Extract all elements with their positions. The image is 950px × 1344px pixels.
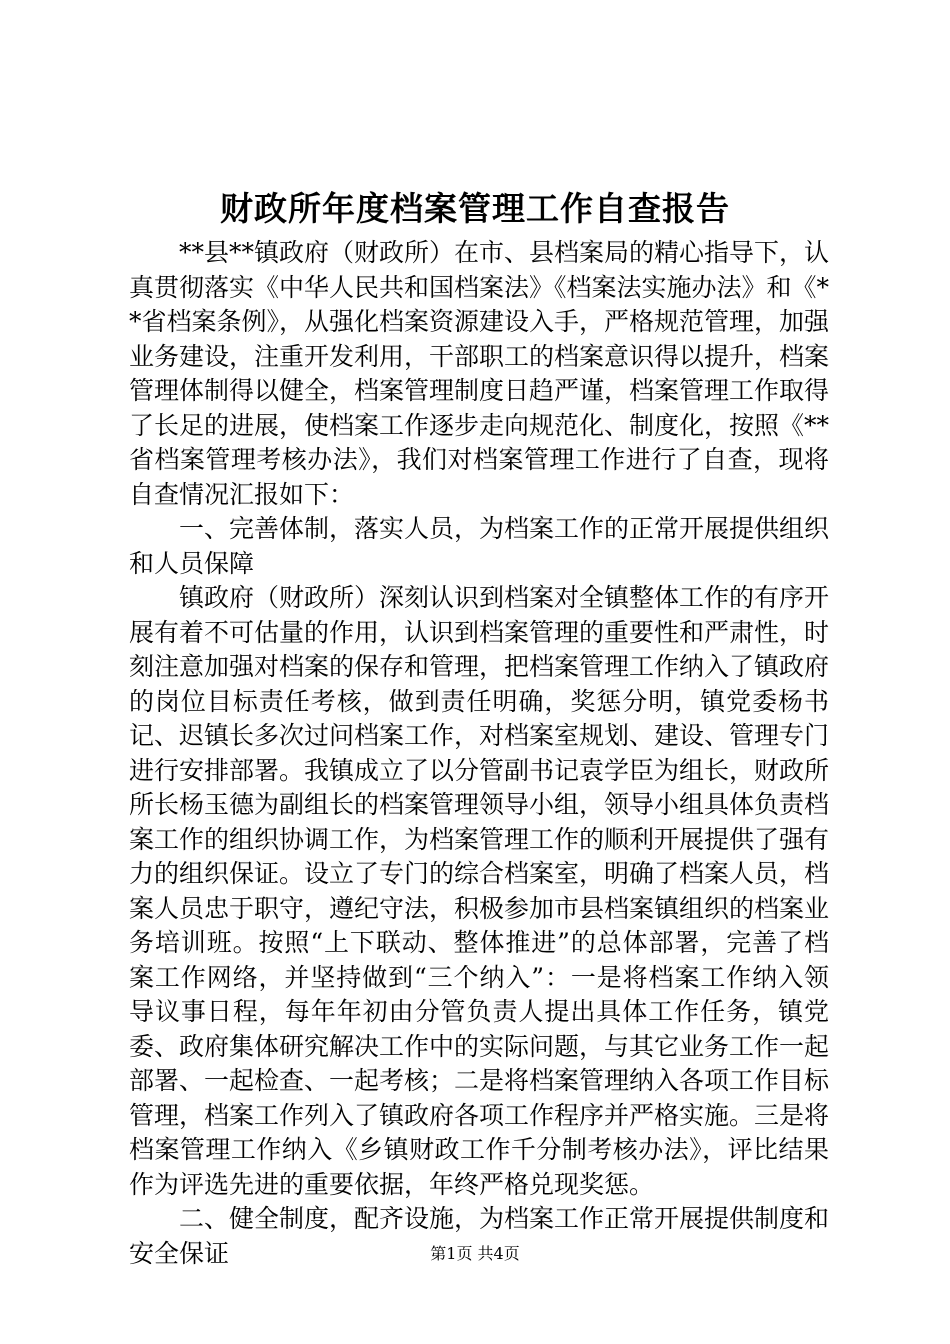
document-title: 财政所年度档案管理工作自查报告 bbox=[220, 189, 730, 228]
section-heading-1: 一、完善体制，落实人员，为档案工作的正常开展提供组织和人员保障 bbox=[129, 514, 830, 578]
intro-paragraph: **县**镇政府（财政所）在市、县档案局的精心指导下，认真贯彻落实《中华人民共和国档案法》《档案法实施办法》和《**省档案条例》，从强化档案资源建设入手，严格规范管理，加强业务建设，注重开发利用，干部职工的档案意识得以提升，档案管理体制得以健全，档案管理制度日趋严谨，档案管理工作取得了长足的进展，使档案工作逐步走向规范化、制度化，按照《**省档案管理考核办法》，我们对档案管理工作进行了自查，现将自查情况汇报如下： bbox=[129, 238, 830, 509]
document-body bbox=[129, 236, 829, 1271]
section-heading-2: 二、健全制度，配齐设施，为档案工作正常开展提供制度和安全保证 bbox=[129, 1204, 830, 1268]
section-1-paragraph: 镇政府（财政所）深刻认识到档案对全镇整体工作的有序开展有着不可估量的作用，认识到档案管理的重要性和严肃性，时刻注意加强对档案的保存和管理，把档案管理工作纳入了镇政府的岗位目标责任考核，做到责任明确，奖惩分明，镇党委杨书记、迟镇长多次过问档案工作，对档案室规划、建设、管理专门进行安排部署。我镇成立了以分管副书记袁学臣为组长，财政所所长杨玉德为副组长的档案管理领导小组，领导小组具体负责档案工作的组织协调工作，为档案管理工作的顺利开展提供了强有力的组织保证。设立了专门的综合档案室，明确了档案人员，档案人员忠于职守，遵纪守法，积极参加市县档案镇组织的档案业务培训班。按照“上下联动、整体推进”的总体部署，完善了档案工作网络，并坚持做到“三个纳入”：一是将档案工作纳入领导议事日程，每年年初由分管负责人提出具体工作任务，镇党委、政府集体研究解决工作中的实际问题，与其它业务工作一起部署、一起检查、一起考核；二是将档案管理纳入各项工作目标管理，档案工作列入了镇政府各项工作程序并严格实施。三是将档案管理工作纳入《乡镇财政工作千分制考核办法》，评比结果作为评选先进的重要依据，年终严格兑现奖惩。 bbox=[129, 583, 830, 1199]
page-number-footer: 第1页 共4页 bbox=[430, 1244, 520, 1263]
